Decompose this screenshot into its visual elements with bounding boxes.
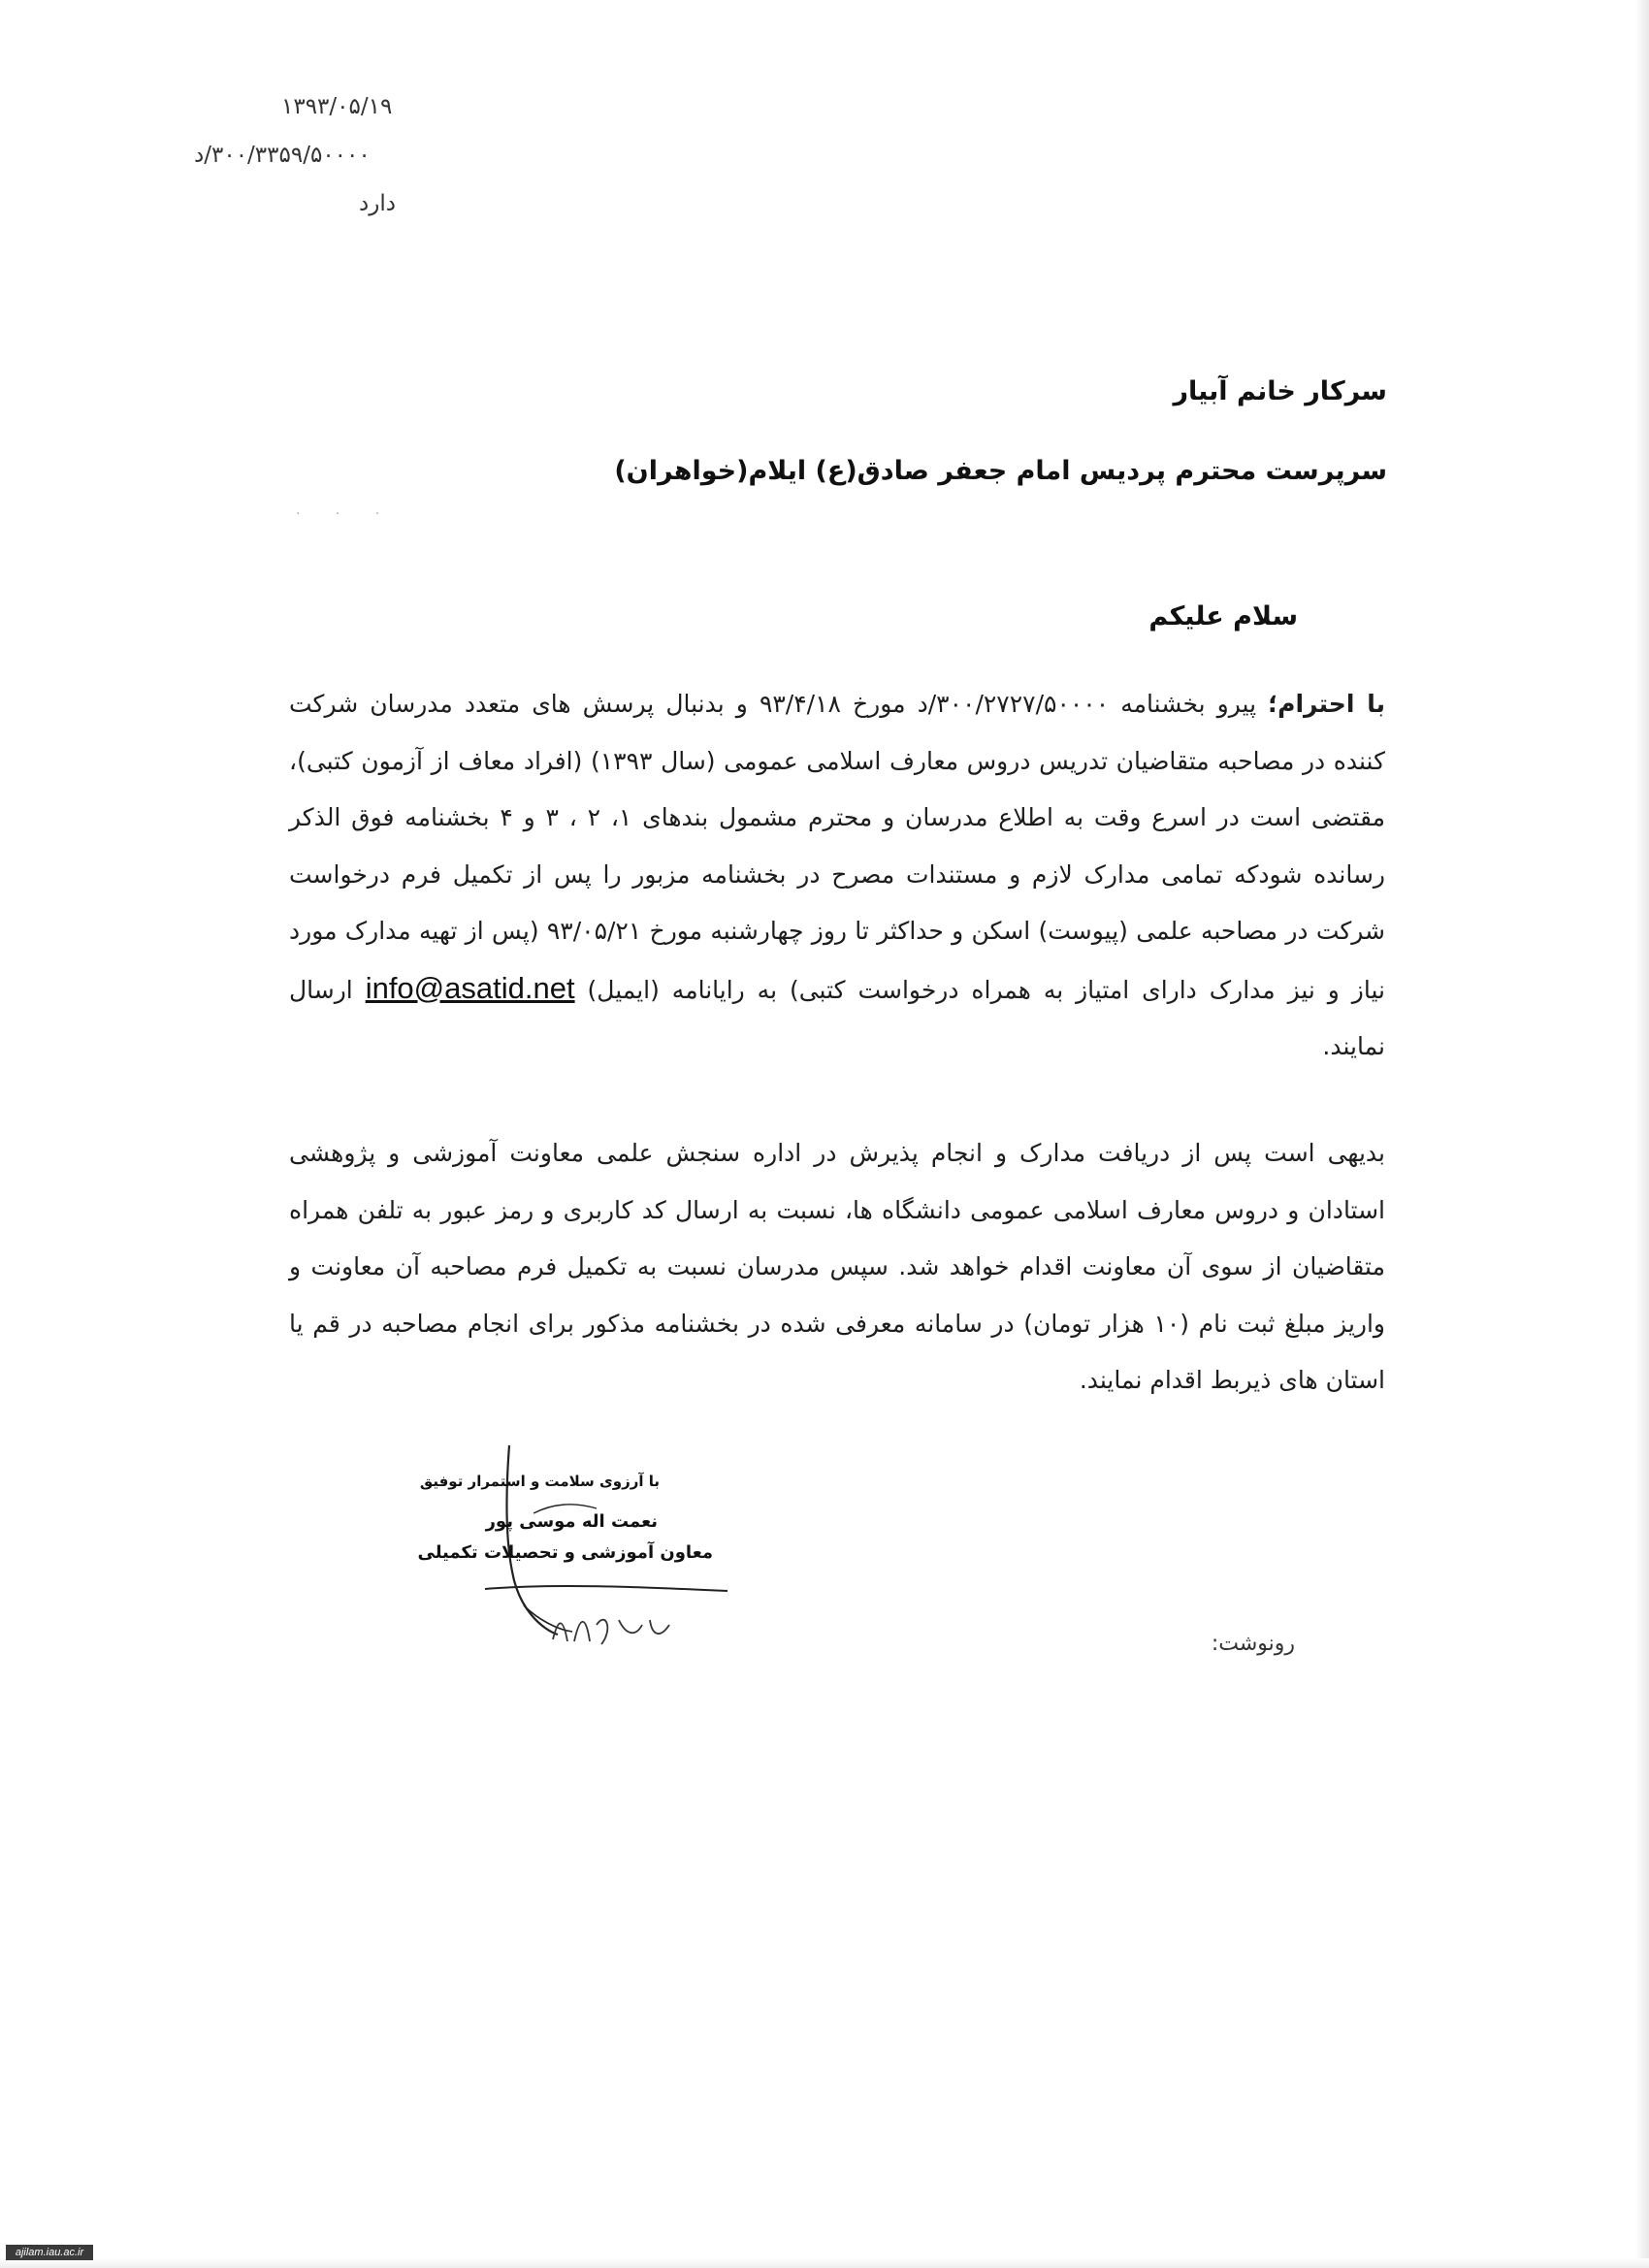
email-link[interactable]: info@asatid.net [365,970,575,1005]
closing-wish: با آرزوی سلامت و استمرار توفیق [419,1473,660,1490]
letter-attachment: دارد [359,191,396,216]
scan-edge-shadow-bottom [0,2258,1649,2268]
paragraph-1-end: ارسال نمایند. [289,975,1385,1060]
body-paragraph-1 [289,676,1385,1076]
signer-name: نعمت اله موسی پور [485,1511,658,1532]
scan-edge-shadow [1635,0,1649,2268]
scan-specks: · · · [296,506,396,522]
body-paragraph-2: بدیهی است پس از دریافت مدارک و انجام پذیرش در اداره سنجش علمی معاونت آموزشی و پژوهشی استادان و دروس معارف اسلامی عمومی دانشگاه ها، نسبت به ارسال کد کاربری و رمز عبور به تلفن همراه متقاضیان از سوی آن معاونت اقدام خواهد شد. سپس مدرسان نسبت به تکمیل فرم مصاحبه آن معاونت و واریز مبلغ ثبت نام (۱۰ هزار تومان) در سامانه معرفی شده در بخشنامه مذکور برای انجام مصاحبه در قم یا استان های ذیربط اقدام نمایند. [289,1139,1385,1394]
letter-number: ۳۰۰/۳۳۵۹/۵۰۰۰۰/د [194,143,371,168]
cc-label: رونوشت: [1211,1632,1295,1656]
signer-title: معاون آموزشی و تحصیلات تکمیلی [417,1542,713,1563]
greeting: سلام علیکم [1148,601,1298,632]
paragraph-1-text: پیرو بخشنامه ۳۰۰/۲۷۲۷/۵۰۰۰۰/د مورخ ۹۳/۴/۱۸ و بدنبال پرسش های متعدد مدرسان شرکت کننده در مصاحبه متقاضیان تدریس دروس معارف اسلامی عمومی (سال ۱۳۹۳) (افراد معاف از آزمون کتبی)، مقتضی است در اسرع وقت به اطلاع مدرسان و محترم مشمول بندهای ۱، ۲ ، ۳ و ۴ بخشنامه فوق الذکر رسانده شودکه تمامی مدارک لازم و مستندات مصرح در بخشنامه مزبور را پس از تکمیل فرم درخواست شرکت در مصاحبه علمی (پیوست) اسکن و حداکثر تا روز چهارشنبه مورخ ۹۳/۰۵/۲۱ (پس از تهیه مدارک مورد نیاز و نیز مدارک دارای امتیاز به همراه درخواست کتبی) به رایانامه (ایمیل) [289,690,1386,1004]
addressee-position: سرپرست محترم پردیس امام جعفر صادق(ع) ایلام(خواهران) [614,456,1387,486]
salutation-lead: با احترام؛ [1268,690,1386,718]
letter-date: ۱۳۹۳/۰۵/۱۹ [281,94,393,119]
site-watermark: ajilam.iau.ac.ir [6,2245,93,2260]
addressee: سرکار خانم آبیار [1173,376,1387,406]
